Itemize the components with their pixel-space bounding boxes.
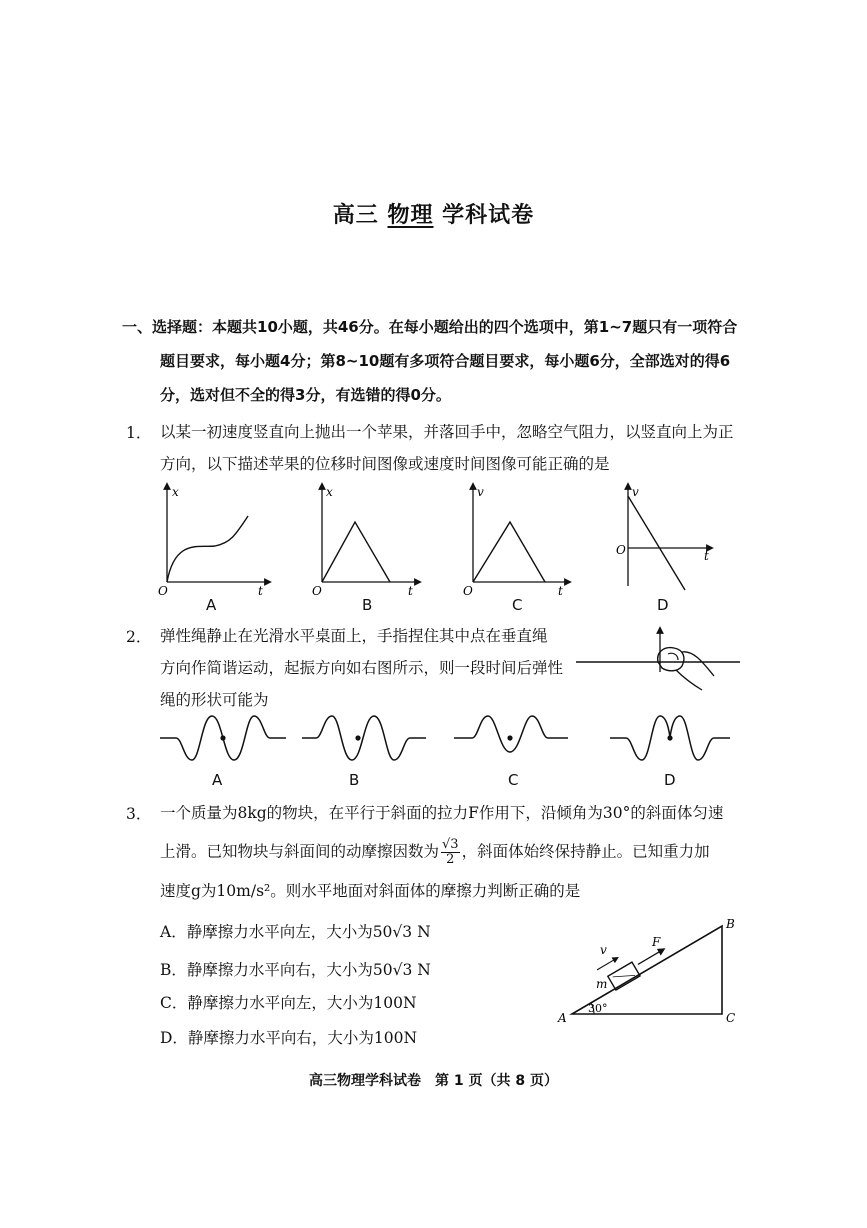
q2-rope-c	[454, 716, 568, 752]
q1-c-ylabel: v	[477, 485, 484, 499]
q3-line-2	[160, 838, 710, 867]
q3-option-b: B．静摩擦力水平向右，大小为50√3 N	[160, 961, 431, 979]
q1-d-origin: O	[616, 543, 626, 557]
q1-option-b: B	[362, 596, 373, 614]
q1-line-2: 方向，以下描述苹果的位移时间图像或速度时间图像可能正确的是	[160, 455, 610, 473]
q1-option-d: D	[657, 596, 669, 614]
q3-vertex-b: B	[726, 917, 735, 931]
q3-number: 3．	[126, 805, 152, 823]
q3-angle-label: 30°	[588, 1002, 608, 1015]
q3-option-a: A．静摩擦力水平向左，大小为50√3 N	[160, 923, 431, 941]
q1-c-xlabel: t	[558, 584, 563, 598]
q3-line-3: 速度g为10m/s²。则水平地面对斜面体的摩擦力判断正确的是	[160, 882, 581, 900]
q1-d-ylabel: v	[632, 485, 639, 499]
q1-a-ylabel: x	[172, 485, 179, 499]
q3-line-2-start: 上滑。已知物块与斜面间的动摩擦因数为	[160, 842, 440, 861]
q1-graph-d	[616, 485, 710, 590]
q2-line-3: 绳的形状可能为	[160, 691, 269, 709]
q1-option-a: A	[206, 596, 217, 614]
q1-d-xlabel: t	[704, 549, 709, 563]
q1-number: 1．	[126, 424, 152, 442]
q3-incline-diagram	[550, 912, 750, 1030]
q1-graph-b	[312, 485, 418, 598]
q3-fraction-denominator: 2	[446, 852, 455, 867]
q3-vertex-c: C	[726, 1011, 736, 1025]
q1-b-xlabel: t	[408, 584, 413, 598]
q3-line-1: 一个质量为8kg的物块，在平行于斜面的拉力F作用下，沿倾角为30°的斜面体匀速	[160, 804, 724, 822]
page-title	[0, 198, 867, 229]
q3-force-label: F	[652, 935, 661, 949]
q2-rope-shapes	[150, 708, 750, 768]
q2-line-2: 方向作简谐运动，起振方向如右图所示，则一段时间后弹性	[160, 659, 564, 677]
q2-option-d: D	[664, 771, 676, 789]
title-suffix: 学科试卷	[442, 203, 535, 228]
q1-b-ylabel: x	[326, 485, 333, 499]
q2-option-a: A	[212, 771, 223, 789]
q1-c-origin: O	[463, 584, 473, 598]
q2-rope-b	[302, 716, 426, 760]
section-line-2: 题目要求，每小题4分；第8~10题有多项符合题目要求，每小题6分，全部选对的得6	[160, 352, 731, 370]
q1-line-1: 以某一初速度竖直向上抛出一个苹果，并落回手中，忽略空气阻力，以竖直向上为正	[160, 423, 734, 441]
q3-vertex-a: A	[558, 1011, 567, 1025]
q1-graph-a	[158, 485, 268, 598]
q2-option-c: C	[508, 771, 519, 789]
q1-option-c: C	[512, 596, 523, 614]
q3-option-c: C．静摩擦力水平向左，大小为100N	[160, 994, 417, 1012]
q2-option-b: B	[349, 771, 360, 789]
q3-velocity-label: v	[600, 943, 607, 957]
title-subject: 物理	[387, 203, 434, 228]
q1-graphs	[140, 478, 740, 618]
title-grade: 高三	[332, 203, 379, 228]
q2-rope-d	[610, 716, 730, 760]
section-line-3: 分，选对但不全的得3分，有选错的得0分。	[160, 386, 451, 404]
q1-a-xlabel: t	[258, 584, 263, 598]
q1-b-origin: O	[312, 584, 322, 598]
q2-number: 2．	[126, 628, 152, 646]
q3-line-2-end: ，斜面体始终保持静止。已知重力加	[461, 842, 710, 861]
q2-line-1: 弹性绳静止在光滑水平桌面上，手指捏住其中点在垂直绳	[160, 627, 548, 645]
q3-option-d: D．静摩擦力水平向右，大小为100N	[160, 1029, 418, 1047]
q1-a-origin: O	[158, 584, 168, 598]
q2-hand-diagram	[572, 624, 744, 698]
q3-mass-label: m	[596, 977, 608, 991]
q3-fraction-numerator: √3	[442, 837, 459, 852]
q2-rope-a	[160, 716, 286, 760]
q1-graph-c	[463, 485, 568, 598]
q3-friction-fraction	[441, 838, 460, 867]
section-line-1: 一、选择题：本题共10小题，共46分。在每小题给出的四个选项中，第1~7题只有一项符合	[122, 318, 738, 336]
page-footer: 高三物理学科试卷 第 1 页（共 8 页）	[309, 1073, 558, 1089]
